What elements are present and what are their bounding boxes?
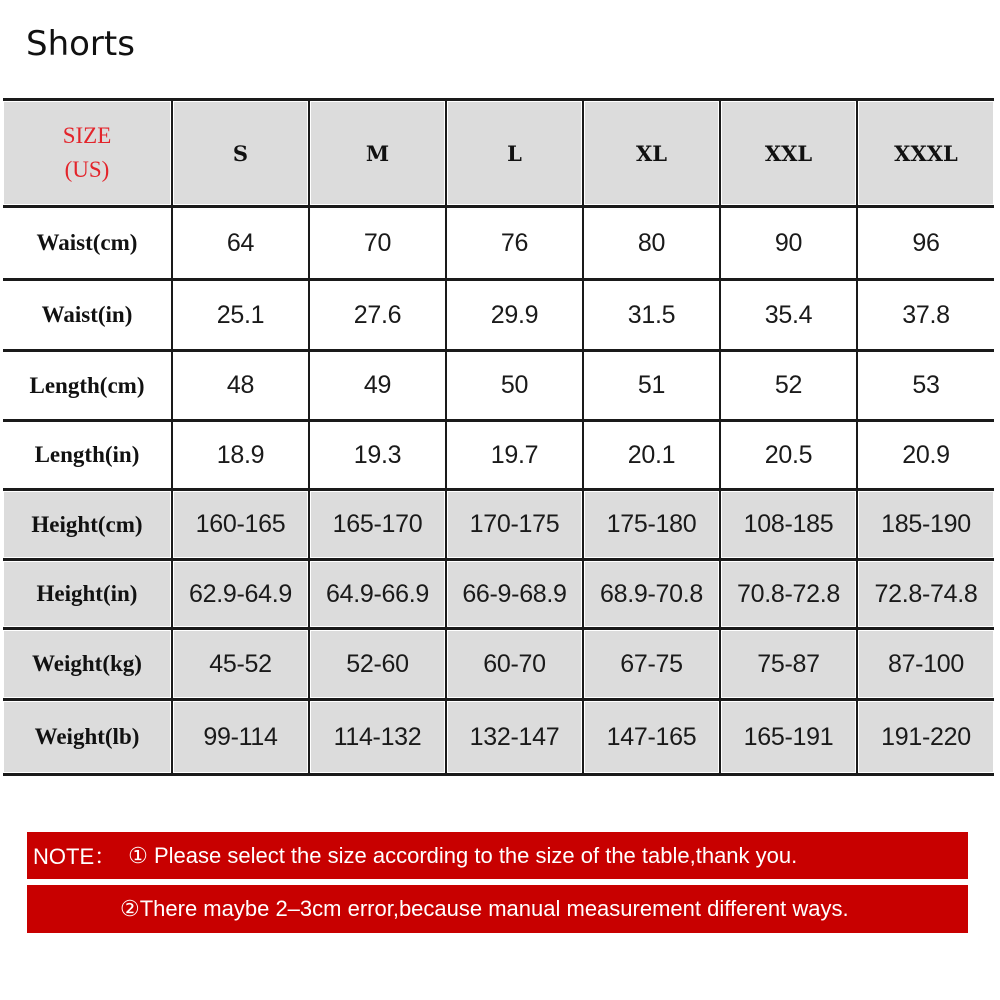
table-cell: 19.7 bbox=[446, 421, 583, 490]
table-cell: 185-190 bbox=[857, 490, 994, 560]
table-cell: 20.1 bbox=[583, 421, 720, 490]
table-header-row bbox=[3, 100, 994, 207]
table-cell: 175-180 bbox=[583, 490, 720, 560]
table-row-height-in bbox=[3, 560, 994, 629]
table-cell: 20.5 bbox=[720, 421, 857, 490]
table-row-waist-cm bbox=[3, 207, 994, 280]
table-cell: 191-220 bbox=[857, 700, 994, 775]
table-cell: 66-9-68.9 bbox=[446, 560, 583, 629]
size-chart-table bbox=[3, 98, 994, 776]
table-row-length-in bbox=[3, 421, 994, 490]
size-header-xl: XL bbox=[583, 100, 720, 207]
table-cell: 80 bbox=[583, 207, 720, 280]
size-header-xxxl: XXXL bbox=[857, 100, 994, 207]
table-cell: 87-100 bbox=[857, 629, 994, 700]
table-cell: 64.9-66.9 bbox=[309, 560, 446, 629]
table-row-waist-in bbox=[3, 280, 994, 351]
table-cell: 160-165 bbox=[172, 490, 309, 560]
row-label-cell: Weight(kg) bbox=[3, 629, 172, 700]
row-label-cell: Waist(in) bbox=[3, 280, 172, 351]
table-cell: 147-165 bbox=[583, 700, 720, 775]
table-cell: 52-60 bbox=[309, 629, 446, 700]
table-cell: 72.8-74.8 bbox=[857, 560, 994, 629]
table-cell: 19.3 bbox=[309, 421, 446, 490]
table-row-weight-kg bbox=[3, 629, 994, 700]
table-cell: 64 bbox=[172, 207, 309, 280]
table-cell: 99-114 bbox=[172, 700, 309, 775]
table-cell: 67-75 bbox=[583, 629, 720, 700]
table-cell: 70.8-72.8 bbox=[720, 560, 857, 629]
row-label-cell: Waist(cm) bbox=[3, 207, 172, 280]
size-header-m: M bbox=[309, 100, 446, 207]
table-cell: 50 bbox=[446, 351, 583, 421]
size-header-xxl: XXL bbox=[720, 100, 857, 207]
table-cell: 62.9-64.9 bbox=[172, 560, 309, 629]
table-cell: 70 bbox=[309, 207, 446, 280]
size-header-l: L bbox=[446, 100, 583, 207]
size-header-s: S bbox=[172, 100, 309, 207]
size-us-label-line2: (US) bbox=[64, 157, 110, 182]
table-cell: 31.5 bbox=[583, 280, 720, 351]
table-cell: 165-191 bbox=[720, 700, 857, 775]
table-cell: 170-175 bbox=[446, 490, 583, 560]
table-cell: 114-132 bbox=[309, 700, 446, 775]
table-cell: 165-170 bbox=[309, 490, 446, 560]
table-cell: 96 bbox=[857, 207, 994, 280]
table-cell: 37.8 bbox=[857, 280, 994, 351]
table-cell: 90 bbox=[720, 207, 857, 280]
corner-header-cell bbox=[3, 100, 172, 207]
table-cell: 45-52 bbox=[172, 629, 309, 700]
table-cell: 29.9 bbox=[446, 280, 583, 351]
table-cell: 108-185 bbox=[720, 490, 857, 560]
note-banner-1 bbox=[27, 832, 968, 879]
note-banner-2 bbox=[27, 885, 968, 933]
note-label: NOTE： bbox=[33, 844, 117, 869]
table-cell: 20.9 bbox=[857, 421, 994, 490]
size-us-label-line1: SIZE bbox=[62, 123, 112, 148]
table-cell: 53 bbox=[857, 351, 994, 421]
table-cell: 51 bbox=[583, 351, 720, 421]
row-label-cell: Height(cm) bbox=[3, 490, 172, 560]
table-cell: 75-87 bbox=[720, 629, 857, 700]
table-cell: 48 bbox=[172, 351, 309, 421]
table-cell: 25.1 bbox=[172, 280, 309, 351]
table-cell: 27.6 bbox=[309, 280, 446, 351]
table-cell: 76 bbox=[446, 207, 583, 280]
table-cell: 52 bbox=[720, 351, 857, 421]
row-label-cell: Length(in) bbox=[3, 421, 172, 490]
table-cell: 60-70 bbox=[446, 629, 583, 700]
row-label-cell: Length(cm) bbox=[3, 351, 172, 421]
table-cell: 35.4 bbox=[720, 280, 857, 351]
table-row-weight-lb bbox=[3, 700, 994, 775]
note-line-2: ②There maybe 2–3cm error,because manual measurement different ways. bbox=[120, 896, 849, 921]
table-cell: 132-147 bbox=[446, 700, 583, 775]
table-row-length-cm bbox=[3, 351, 994, 421]
note-line-1: ① Please select the size according to the size of the table,thank you. bbox=[128, 842, 798, 868]
row-label-cell: Weight(lb) bbox=[3, 700, 172, 775]
table-cell: 68.9-70.8 bbox=[583, 560, 720, 629]
row-label-cell: Height(in) bbox=[3, 560, 172, 629]
table-row-height-cm bbox=[3, 490, 994, 560]
table-cell: 18.9 bbox=[172, 421, 309, 490]
table-cell: 49 bbox=[309, 351, 446, 421]
page-title: Shorts bbox=[26, 24, 135, 64]
